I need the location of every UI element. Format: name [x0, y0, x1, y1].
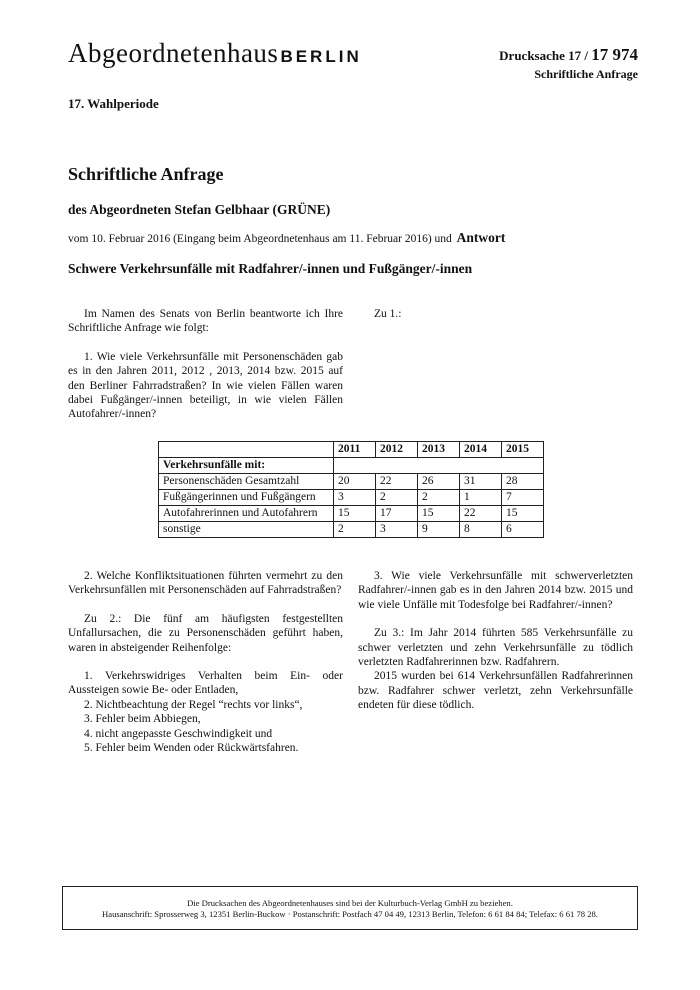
table-cell: 15: [334, 506, 376, 522]
footer-box: [62, 886, 638, 930]
drucksache-value: 17 974: [591, 45, 638, 64]
answer-1-heading: Zu 1.:: [374, 308, 402, 320]
author-line: des Abgeordneten Stefan Gelbhaar (GRÜNE): [68, 202, 331, 217]
right-column-bottom: [358, 569, 633, 713]
table-row: [159, 522, 544, 538]
row-label: Fußgängerinnen und Fußgängern: [159, 490, 334, 506]
row-label: Personenschäden Gesamtzahl: [159, 474, 334, 490]
wahlperiode: 17. Wahlperiode: [68, 96, 159, 111]
dateline-text: vom 10. Februar 2016 (Eingang beim Abgeordnetenhaus am 11. Februar 2016) und: [68, 233, 452, 245]
parliament-logo: [68, 38, 362, 69]
table-cell: 22: [460, 506, 502, 522]
year-header: 2011: [334, 442, 376, 458]
doc-type-label: Schriftliche Anfrage: [534, 67, 638, 81]
causes-list: [68, 669, 343, 755]
section-label: Verkehrsunfälle mit:: [159, 458, 334, 474]
table-row: [159, 474, 544, 490]
table-cell: 22: [376, 474, 418, 490]
table-cell: 2: [334, 522, 376, 538]
answer-3-part-1: Zu 3.: Im Jahr 2014 führten 585 Verkehrsunfälle zu schwer verletzten und zehn Verkehrsunfälle zu tödlich verletzten Radfahrerinnen bzw. Radfahrern.: [358, 627, 633, 669]
table-cell: 3: [334, 490, 376, 506]
table-row: [159, 506, 544, 522]
antwort-label: Antwort: [456, 230, 506, 245]
intro-paragraph: Im Namen des Senats von Berlin beantworte ich Ihre Schriftliche Anfrage wie folgt:: [68, 308, 343, 335]
question-3: 3. Wie viele Verkehrsunfälle mit schwerverletzten Radfahrer/-innen gab es in den Jahren 2014 bzw. 2015 und wie viele Unfälle mit Todesfolge bei Radfahrer/-innen?: [358, 570, 633, 611]
answer-2: Zu 2.: Die fünf am häufigsten festgestellten Unfallursachen, die zu Personenschäden geführt haben, waren in absteigender Reihenfolge:: [68, 612, 343, 654]
question-1: 1. Wie viele Verkehrsunfälle mit Personenschäden gab es in den Jahren 2011, 2012 , 2013, 2014 bzw. 2015 auf den Berliner Fahrradstraßen? In wie vielen Fällen waren dabei Fußgänger/-innen beteiligt, in wie vielen Fällen Autofahrer/-innen?: [68, 350, 343, 421]
table-cell: 7: [502, 490, 544, 506]
year-header: 2013: [418, 442, 460, 458]
table-cell: 31: [460, 474, 502, 490]
logo-city-text: BERLIN: [280, 47, 362, 66]
left-column-top: [68, 307, 343, 422]
drucksache-number: [499, 45, 638, 65]
table-header-row: [159, 442, 544, 458]
answer-3-part-2: 2015 wurden bei 614 Verkehrsunfällen Radfahrerinnen bzw. Radfahrer schwer verletzt, zehn Verkehrsunfälle endeten für diese tödlich.: [358, 670, 633, 712]
table-cell: 15: [502, 506, 544, 522]
table-section-row: [159, 458, 544, 474]
table-cell: 3: [376, 522, 418, 538]
table-corner-cell: [159, 442, 334, 458]
table-cell: 1: [460, 490, 502, 506]
accident-table: [158, 441, 544, 538]
footer-line-1: Die Drucksachen des Abgeordnetenhauses sind bei der Kulturbuch-Verlag GmbH zu beziehen.: [187, 898, 513, 908]
table-cell: 2: [376, 490, 418, 506]
year-header: 2012: [376, 442, 418, 458]
table-row: [159, 490, 544, 506]
table-cell: 9: [418, 522, 460, 538]
question-2: 2. Welche Konfliktsituationen führten vermehrt zu den Verkehrsunfällen mit Personenschäden auf Fahrradstraßen?: [68, 570, 343, 597]
list-item: 5. Fehler beim Wenden oder Rückwärtsfahren.: [84, 742, 299, 755]
list-item: 2. Nichtbeachtung der Regel “rechts vor links“,: [84, 698, 303, 711]
section-filler: [334, 458, 544, 474]
year-header: 2015: [502, 442, 544, 458]
document-title: Schriftliche Anfrage: [68, 164, 224, 184]
row-label: Autofahrerinnen und Autofahrern: [159, 506, 334, 522]
table-cell: 6: [502, 522, 544, 538]
table-cell: 26: [418, 474, 460, 490]
row-label: sonstige: [159, 522, 334, 538]
list-item: 4. nicht angepasste Geschwindigkeit und: [84, 727, 273, 740]
table-cell: 28: [502, 474, 544, 490]
left-column-bottom: [68, 569, 343, 755]
list-item: 3. Fehler beim Abbiegen,: [84, 713, 201, 726]
list-item: 1. Verkehrswidriges Verhalten beim Ein- oder Aussteigen sowie Be- oder Entladen,: [68, 670, 343, 697]
year-header: 2014: [460, 442, 502, 458]
subject-line: Schwere Verkehrsunfälle mit Radfahrer/-innen und Fußgänger/-innen: [68, 261, 473, 276]
logo-main-text: Abgeordnetenhaus: [68, 38, 279, 68]
dateline: [68, 230, 505, 246]
drucksache-label: Drucksache 17 /: [499, 48, 588, 63]
right-column-top: [358, 307, 633, 321]
table-cell: 17: [376, 506, 418, 522]
table-cell: 20: [334, 474, 376, 490]
table-cell: 8: [460, 522, 502, 538]
table-cell: 2: [418, 490, 460, 506]
footer-line-2: Hausanschrift: Sprosserweg 3, 12351 Berlin-Buckow · Postanschrift: Postfach 47 04 49, 12313 Berlin, Telefon: 6 61 84 84; Telefax: 6 61 78 28.: [102, 909, 598, 919]
table-cell: 15: [418, 506, 460, 522]
